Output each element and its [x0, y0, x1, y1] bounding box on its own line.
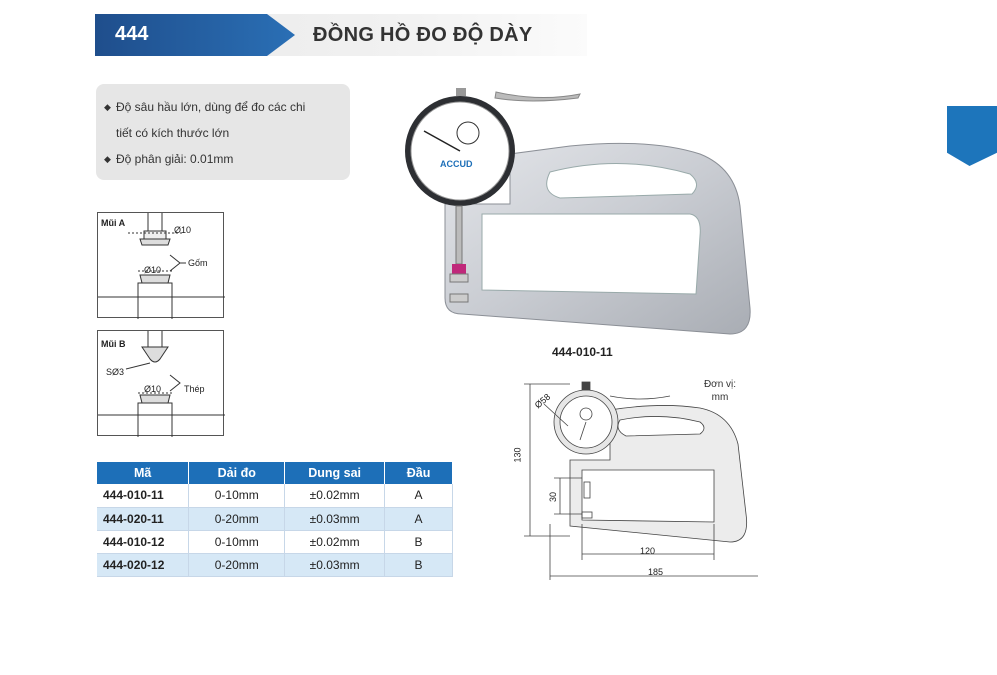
feature-item-continued: tiết có kích thước lớn	[116, 126, 230, 140]
table-row	[97, 553, 453, 576]
thickness-gauge-illustration	[400, 76, 770, 346]
col-header-code: Mã	[97, 462, 189, 484]
tip-a-dia-bottom: Ø10	[144, 265, 162, 275]
table-row	[97, 530, 453, 553]
feature-item: ◆ Độ sâu hầu lớn, dùng để đo các chi	[104, 100, 306, 114]
cell-code: 444-020-11	[97, 507, 189, 530]
cell-tolerance: ±0.03mm	[285, 553, 385, 576]
bullet-icon: ◆	[104, 154, 111, 164]
page-title: ĐỒNG HỒ ĐO ĐỘ DÀY	[313, 24, 533, 46]
tip-a-dia-top: Ø10	[174, 225, 192, 235]
tip-b-material: Thép	[184, 384, 205, 394]
cell-tip: B	[385, 530, 453, 553]
cell-range: 0-20mm	[189, 507, 285, 530]
tip-b-label: Mũi B	[101, 339, 126, 349]
product-image	[400, 76, 770, 346]
cell-tolerance: ±0.02mm	[285, 484, 385, 507]
dimension-drawing	[510, 374, 770, 586]
side-tab	[947, 106, 997, 166]
brand-logo: ACCUD	[440, 159, 473, 169]
spec-table	[97, 462, 453, 577]
dim-height: 130	[512, 447, 523, 463]
dim-dial-diameter: Ø58	[532, 391, 553, 411]
cell-code: 444-020-12	[97, 553, 189, 576]
cell-tolerance: ±0.02mm	[285, 530, 385, 553]
dim-length: 185	[648, 567, 664, 577]
tip-b-sphere: SØ3	[106, 367, 125, 377]
table-header-row	[97, 462, 453, 484]
features-box	[96, 84, 350, 180]
table-row	[97, 507, 453, 530]
cell-code: 444-010-12	[97, 530, 189, 553]
dim-throat: 30	[548, 491, 559, 503]
tip-a-material: Gốm	[188, 258, 208, 268]
table-row	[97, 484, 453, 507]
cell-tolerance: ±0.03mm	[285, 507, 385, 530]
cell-range: 0-10mm	[189, 484, 285, 507]
unit-note: Đơn vị: mm	[703, 379, 737, 403]
cell-code: 444-010-11	[97, 484, 189, 507]
feature-item: ◆ Độ phân giải: 0.01mm	[104, 152, 234, 166]
header-banner	[95, 14, 587, 56]
cell-range: 0-10mm	[189, 530, 285, 553]
col-header-tip: Đầu	[385, 462, 453, 484]
col-header-tolerance: Dung sai	[285, 462, 385, 484]
bullet-icon: ◆	[104, 102, 111, 112]
tip-a-label: Mũi A	[101, 218, 126, 228]
dim-depth: 120	[640, 546, 656, 556]
cell-range: 0-20mm	[189, 553, 285, 576]
cell-tip: A	[385, 507, 453, 530]
tip-a-diagram	[97, 212, 224, 318]
model-label: 444-010-11	[552, 345, 613, 359]
product-code: 444	[115, 23, 149, 45]
cell-tip: A	[385, 484, 453, 507]
cell-tip: B	[385, 553, 453, 576]
tip-b-dia-bottom: Ø10	[144, 384, 162, 394]
tip-b-diagram	[97, 330, 224, 436]
col-header-range: Dải đo	[189, 462, 285, 484]
